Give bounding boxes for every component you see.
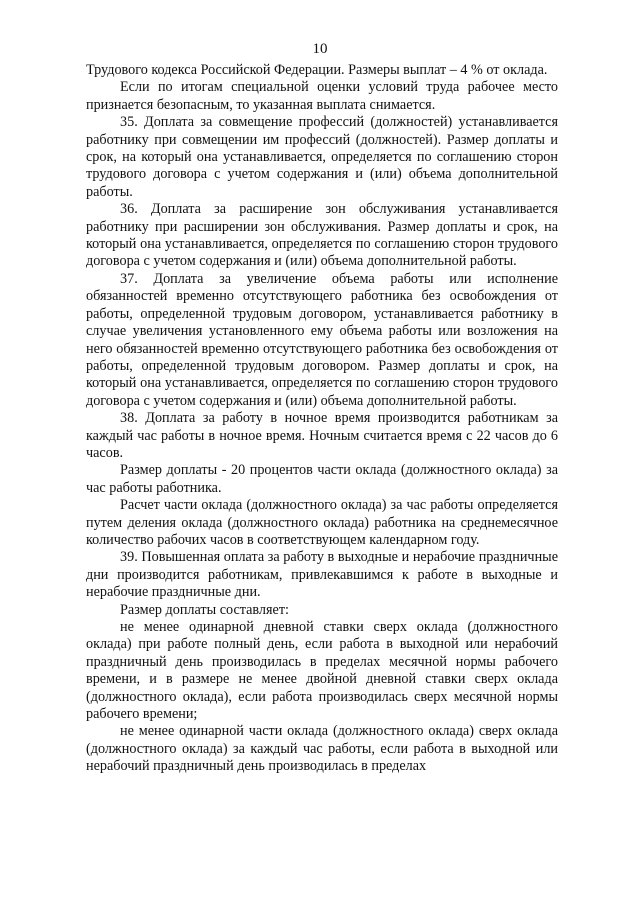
paragraph-night-rate: Размер доплаты - 20 процентов части оклада (должностного оклада) за час работы работника.: [86, 462, 558, 496]
paragraph-continuation: Трудового кодекса Российской Федерации. Размеры выплат – 4 % от оклада.: [86, 62, 548, 78]
paragraph-hourly-rate: не менее одинарной части оклада (должностного оклада) сверх оклада (должностного оклада) за каждый час работы, если работа в выходной или нерабочий праздничный день производилась в пределах: [86, 723, 558, 775]
document-body: [86, 62, 558, 776]
paragraph-daily-rate: не менее одинарной дневной ставки сверх оклада (должностного оклада) при работе полный день, если работа в выходной или нерабочий праздничный день производилась в пределах месячной нормы рабочего времени, и в размере не менее двойной дневной ставки сверх оклада (должностного оклада), если работа производилась сверх месячной нормы рабочего времени;: [86, 619, 558, 723]
paragraph-36: 36. Доплата за расширение зон обслуживания устанавливается работнику при расширении зон обслуживания. Размер доплаты и срок, на который она устанавливается, определяется по соглашению сторон трудового договора с учетом содержания и (или) объема дополнительной работы.: [86, 201, 558, 270]
paragraph-39: 39. Повышенная оплата за работу в выходные и нерабочие праздничные дни производится работникам, привлекавшимся к работе в выходные и нерабочие праздничные дни.: [86, 549, 558, 601]
paragraph-38: 38. Доплата за работу в ночное время производится работникам за каждый час работы в ночное время. Ночным считается время с 22 часов до 6 часов.: [86, 410, 558, 461]
paragraph-37: 37. Доплата за увеличение объема работы или исполнение обязанностей временно отсутствующего работника без освобождения от работы, определенной трудовым договором, устанавливается работнику в случае увеличения установленного ему объема работы или возложения на него обязанностей временно отсутствующего работника без освобождения от работы, определенной трудовым договором. Размер доплаты и срок, на который она устанавливается, определяется по соглашению сторон трудового договора с учетом содержания и (или) объема дополнительной работы.: [86, 270, 558, 409]
paragraph-safe-workplace: Если по итогам специальной оценки условий труда рабочее место признается безопасным, то указанная выплата снимается.: [86, 79, 558, 113]
page-number: 10: [312, 41, 328, 57]
paragraph-hourly-calculation: Расчет части оклада (должностного оклада) за час работы определяется путем деления оклада (должностного оклада) работника на среднемесячное количество рабочих часов в соответствующем календарном году.: [86, 497, 558, 548]
paragraph-35: 35. Доплата за совмещение профессий (должностей) устанавливается работнику при совмещении им профессий (должностей). Размер доплаты и срок, на который она устанавливается, определяется по соглашению сторон трудового договора с учетом содержания и (или) объема дополнительной работы.: [86, 114, 558, 200]
paragraph-payment-amount: Размер доплаты составляет:: [120, 601, 289, 618]
